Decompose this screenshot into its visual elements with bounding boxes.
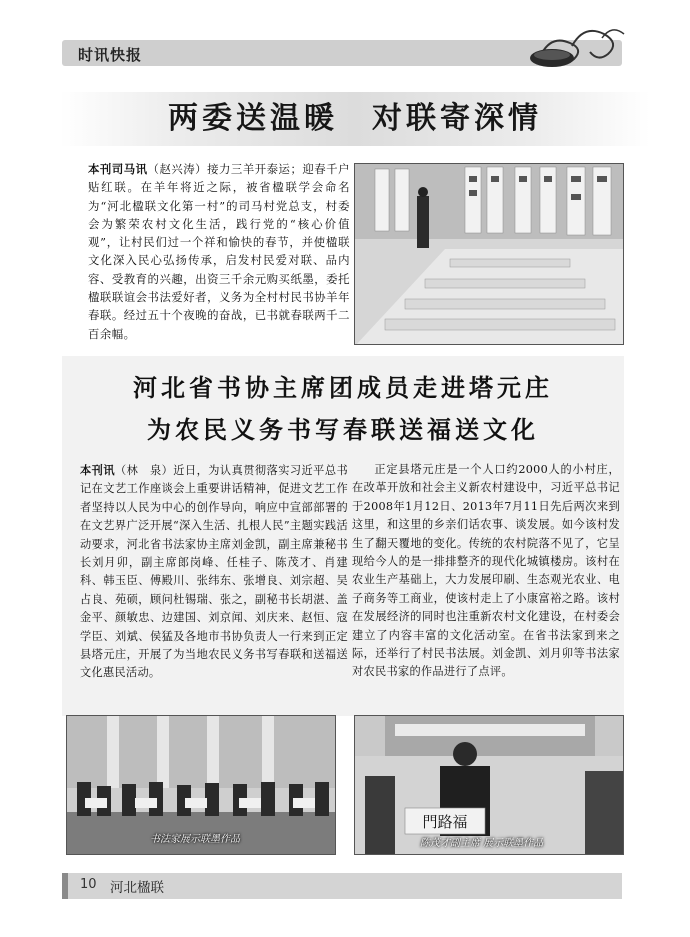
article2-author: （林 泉） — [114, 464, 174, 477]
publication-name: 河北楹联 — [110, 880, 164, 896]
decorative-scroll-ornament — [522, 18, 632, 73]
section-label: 时讯快报 — [78, 46, 143, 64]
article1-text: 接力三羊开泰运；迎春千户贴红联。在羊年将近之际，被省楹联学会命名为“河北楹联文化第一村”的司马村党总支，村委会为繁荣农村文化生活，践行党的“核心价值观”，让村民们过一个祥和愉快的春节，并使楹联文化深入民心弘扬传承，启发村民爱对联、品内容、受教育的兴趣，出资三千余元购买纸墨，委托楹联联谊会书法爱好者，义务为全村村民书协羊年春联。经过五十个夜晚的奋战，已书就春联两千二百余幅。 — [88, 162, 350, 341]
article1-byline: 本刊司马讯 — [88, 162, 148, 176]
article2-text-right: 正定县塔元庄是一个人口约2000人的小村庄，在改革开放和社会主义新农村建设中，习近平总书记于2008年1月12日、2013年7月11日先后两次来到这里，和这里的乡亲们话农事、谈发展。如今该村发生了翻天覆地的变化。传统的农村院落不见了，它呈现给今人的是一排排整齐的现代化城镇楼房。该村在农业生产基础上，大力发展印刷、生态观光农业、电子商务等工商业，使该村走上了小康富裕之路。该村在发展经济的同时也注重新农村文化建设，在村委会建立了内容丰富的文化活动室。在省书法家到来之际，还举行了村民书法展。刘金凯、刘月卯等书法家对农民书家的作品进行了点评。 — [352, 463, 620, 679]
article2-byline: 本刊讯 — [80, 463, 115, 477]
article1-title: 两委送温暖 对联寄深情 — [60, 92, 650, 146]
photo-caption-left: 书法家展示联墨作品 — [150, 834, 240, 845]
article1-body — [88, 160, 350, 343]
photo-couplets-on-floor — [354, 163, 624, 345]
article2-title-line2: 为农民义务书写春联送福送文化 — [147, 415, 539, 444]
article2-title-line1: 河北省书协主席团成员走进塔元庄 — [133, 373, 553, 402]
article2-column-right — [352, 461, 620, 682]
article2-text-left: 近日，为认真贯彻落实习近平总书记在文艺工作座谈会上重要讲话精神，促进文艺工作者坚持以人民为中心的创作导向，响应中宣部部署的在文艺界广泛开展“深入生活、扎根人民”主题实践活动要求，河北省书法家协主席刘金凯，副主席兼秘书长刘月卯，副主席郎岗峰、任桂子、陈茂才、肖建科、韩玉臣、傅殿川、张纬东、张增良、刘宗超、吴占良、苑硕，顾问杜锡瑞、张之，副秘书长胡湛、盖金平、颜敏忠、边建国、刘京闻、刘庆来、赵恒、寇学臣、刘斌、侯猛及各地市书协负责人一行来到正定县塔元庄，开展了为当地农民义务书写春联和送福送文化惠民活动。 — [80, 464, 348, 680]
photo-caption-right: 陈茂才副主席 展示联墨作品 — [420, 838, 544, 849]
footer-accent-tick — [62, 873, 68, 899]
article1-author: （赵兴涛） — [147, 162, 208, 176]
page-number: 10 — [80, 877, 97, 892]
calligraphy-sign-text: 門路福 — [422, 813, 468, 831]
article2-column-left — [80, 461, 348, 683]
